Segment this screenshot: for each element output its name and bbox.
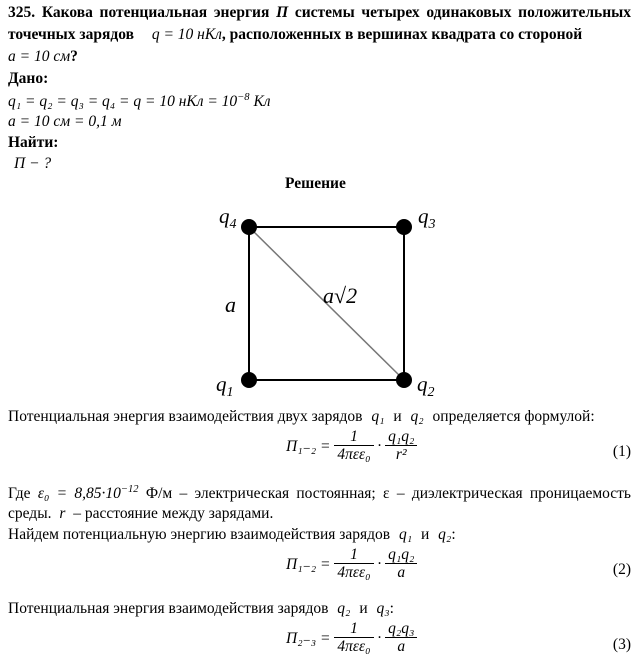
square-charges-diagram bbox=[0, 195, 639, 405]
paragraph-2-line1 bbox=[8, 484, 631, 503]
label-q2: $q_2$ bbox=[417, 372, 435, 400]
given-side: a = 10 см = 0,1 м bbox=[8, 113, 122, 130]
p3-q2: q₂ bbox=[438, 526, 452, 543]
charge-q2-dot bbox=[396, 372, 412, 388]
p4-suffix: : bbox=[389, 600, 394, 617]
given-charges-exp: −8 bbox=[237, 92, 250, 103]
p1-prefix: Потенциальная энергия взаимодействия двух зарядов bbox=[8, 408, 363, 425]
eq2-num2: q₁q₂ bbox=[388, 546, 415, 563]
title-symbol: П bbox=[276, 4, 289, 21]
a-value: a = 10 см bbox=[8, 48, 71, 65]
p2-prefix: Где bbox=[8, 484, 31, 502]
find-label: Найти: bbox=[8, 134, 59, 151]
p1-q2: q₂ bbox=[410, 408, 424, 425]
p2-line2-suffix: – расстояние между зарядами. bbox=[73, 505, 274, 522]
question-mark: ? bbox=[70, 48, 78, 65]
equation-2-number: (2) bbox=[612, 561, 631, 578]
eq2-fraction-charges bbox=[385, 546, 417, 583]
eq1-lhs: П₁₋₂ = bbox=[286, 437, 331, 455]
charge-q3-dot bbox=[396, 219, 412, 235]
label-side-a: a bbox=[225, 292, 236, 317]
p2-eps0-text: ε₀ = 8,85·10 bbox=[37, 484, 121, 502]
paragraph-1 bbox=[8, 408, 595, 426]
title-suffix: системы четырех одинаковых положительных bbox=[294, 4, 632, 21]
equation-1: П₁₋₂ = $\frac{1}{\text{4πεε₀}}$ · $\frac{\text{q₁q₂}}{\text{r²}}$ bbox=[286, 428, 417, 465]
p4-and: и bbox=[359, 600, 368, 617]
problem-title-line2 bbox=[8, 26, 631, 44]
label-diagonal: a√2 bbox=[323, 283, 358, 308]
label-q3: $q_3$ bbox=[418, 204, 436, 232]
title-line2-suffix: , расположенных в вершинах квадрата со стороной bbox=[221, 26, 583, 43]
equation-1-number: (1) bbox=[612, 443, 631, 460]
eq3-den2: a bbox=[385, 637, 417, 657]
given-label: Дано: bbox=[8, 70, 49, 87]
given-charges bbox=[8, 92, 271, 111]
eq3-lhs: П₂₋₃ = bbox=[286, 629, 331, 647]
problem-title-line1 bbox=[8, 4, 631, 22]
eq2-den2: a bbox=[385, 563, 417, 583]
eq1-fraction-const bbox=[334, 428, 373, 465]
p4-q3: q₃ bbox=[376, 600, 390, 617]
p2-line1-suffix: Ф/м – электрическая постоянная; ε – диэлектрическая проницаемость bbox=[145, 484, 631, 502]
equation-2: П₁₋₂ = $\frac{1}{\text{4πεε₀}}$ · $\frac{\text{q₁q₂}}{a}$ bbox=[286, 546, 417, 583]
p2-eps0 bbox=[38, 485, 139, 502]
p2-eps0-exp: −12 bbox=[120, 484, 139, 495]
eq1-den2: r² bbox=[385, 445, 417, 465]
eq2-den1: 4πεε₀ bbox=[334, 563, 373, 583]
p1-suffix: определяется формулой: bbox=[432, 408, 595, 425]
problem-title-line3 bbox=[8, 48, 78, 66]
eq1-num1: 1 bbox=[350, 428, 358, 445]
p1-q1: q₁ bbox=[371, 408, 385, 425]
charge-q1-dot bbox=[241, 372, 257, 388]
eq3-fraction-const bbox=[334, 620, 373, 657]
p3-suffix: : bbox=[451, 526, 456, 543]
p3-prefix: Найдем потенциальную энергию взаимодействия зарядов bbox=[8, 526, 391, 543]
p4-q2: q₂ bbox=[337, 600, 351, 617]
p2-r: r bbox=[59, 505, 66, 522]
eq1-den1: 4πεε₀ bbox=[334, 445, 373, 465]
q-value: q = 10 нКл bbox=[151, 26, 222, 43]
paragraph-4 bbox=[8, 600, 394, 618]
eq3-num2: q₂q₃ bbox=[388, 620, 415, 637]
equation-3: П₂₋₃ = $\frac{1}{\text{4πεε₀}}$ · $\frac{\text{q₂q₃}}{a}$ bbox=[286, 620, 417, 657]
p1-and: и bbox=[393, 408, 402, 425]
given-charges-text: q₁ = q₂ = q₃ = q₄ = q = 10 нКл = 10 bbox=[8, 92, 238, 110]
paragraph-3 bbox=[8, 526, 456, 544]
eq2-num1: 1 bbox=[350, 546, 358, 563]
eq2-fraction-const bbox=[334, 546, 373, 583]
eq1-fraction-charges bbox=[385, 428, 417, 465]
charge-q4-dot bbox=[241, 219, 257, 235]
solution-heading: Решение bbox=[285, 175, 346, 192]
given-charges-unit: Кл bbox=[253, 92, 271, 110]
equation-3-number: (3) bbox=[612, 636, 631, 653]
eq1-num2: q₁q₂ bbox=[388, 428, 415, 445]
title-prefix: 325. Какова потенциальная энергия bbox=[8, 4, 270, 21]
find-target: П − ? bbox=[14, 155, 52, 172]
label-q1: $q_1$ bbox=[216, 372, 234, 400]
eq2-lhs: П₁₋₂ = bbox=[286, 555, 331, 573]
p2-line2-prefix: среды. bbox=[8, 505, 52, 522]
title-line2-prefix: точечных зарядов bbox=[8, 26, 134, 43]
label-q4: $q_4$ bbox=[219, 204, 237, 232]
p3-q1: q₁ bbox=[398, 526, 413, 543]
eq3-fraction-charges bbox=[385, 620, 417, 657]
eq3-num1: 1 bbox=[350, 620, 358, 637]
eq3-den1: 4πεε₀ bbox=[334, 637, 373, 657]
p4-prefix: Потенциальная энергия взаимодействия зарядов bbox=[8, 600, 329, 617]
paragraph-2-line2 bbox=[8, 505, 273, 523]
p3-and: и bbox=[421, 526, 430, 543]
